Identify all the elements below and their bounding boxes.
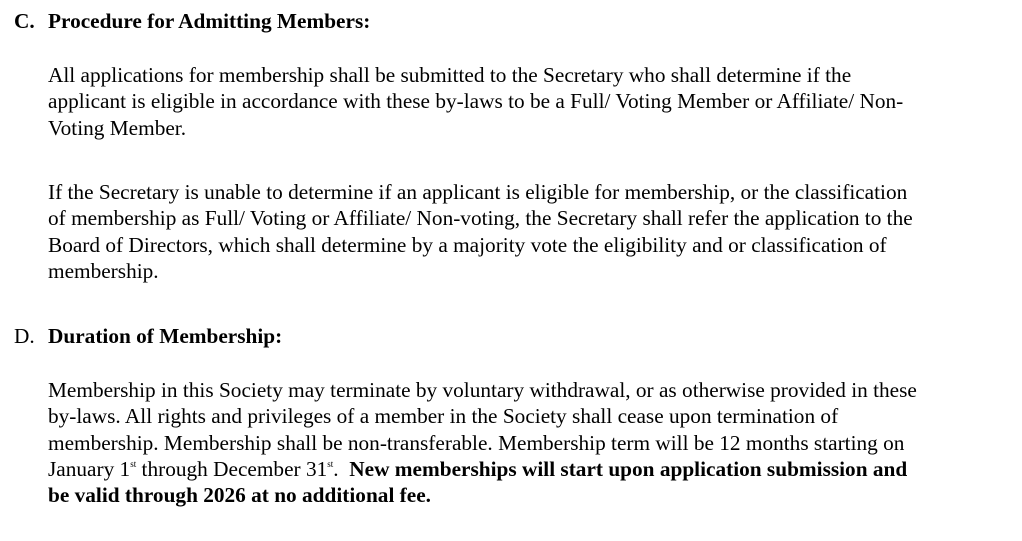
paragraph-line: Voting Member. (48, 115, 187, 140)
paragraph-line: If the Secretary is unable to determine if an applicant is eligible for membership, or the classification (48, 180, 908, 204)
date-text: through December 31 (136, 456, 328, 481)
paragraph-line: Membership in this Society may terminate by voluntary withdrawal, or as otherwise provided in these (48, 378, 917, 402)
paragraph-line: by-laws. All rights and privileges of a member in the Society shall cease upon termination of (48, 404, 839, 429)
section-c-paragraph-2 (48, 179, 998, 284)
ordinal-suffix: st (327, 458, 334, 469)
paragraph-line: membership. (48, 258, 159, 283)
ordinal-suffix: st (130, 458, 137, 469)
section-c-heading (14, 8, 370, 34)
date-text: January 1 (48, 456, 131, 481)
paragraph-line: All applications for membership shall be submitted to the Secretary who shall determine if the (48, 63, 852, 87)
section-c-paragraph-1 (48, 62, 998, 141)
section-d-paragraph (48, 377, 998, 508)
section-c-title: Procedure for Admitting Members: (48, 9, 371, 33)
bold-notice-text: New memberships will start upon application submission and (349, 456, 908, 481)
section-d-title: Duration of Membership: (48, 324, 283, 348)
sentence-end: . (333, 456, 350, 481)
paragraph-line: Board of Directors, which shall determine by a majority vote the eligibility and or classification of (48, 232, 887, 257)
paragraph-line: membership. Membership shall be non-transferable. Membership term will be 12 months starting on (48, 430, 905, 455)
section-d-letter: D. (14, 324, 35, 348)
section-c-letter: C. (14, 9, 35, 33)
paragraph-line: applicant is eligible in accordance with these by-laws to be a Full/ Voting Member or Affiliate/ Non- (48, 89, 904, 114)
section-d-heading (14, 323, 282, 349)
bold-notice-final-line: be valid through 2026 at no additional fee. (48, 483, 432, 508)
paragraph-line-mixed (48, 456, 998, 482)
paragraph-line: of membership as Full/ Voting or Affiliate/ Non-voting, the Secretary shall refer the application to the (48, 206, 913, 231)
